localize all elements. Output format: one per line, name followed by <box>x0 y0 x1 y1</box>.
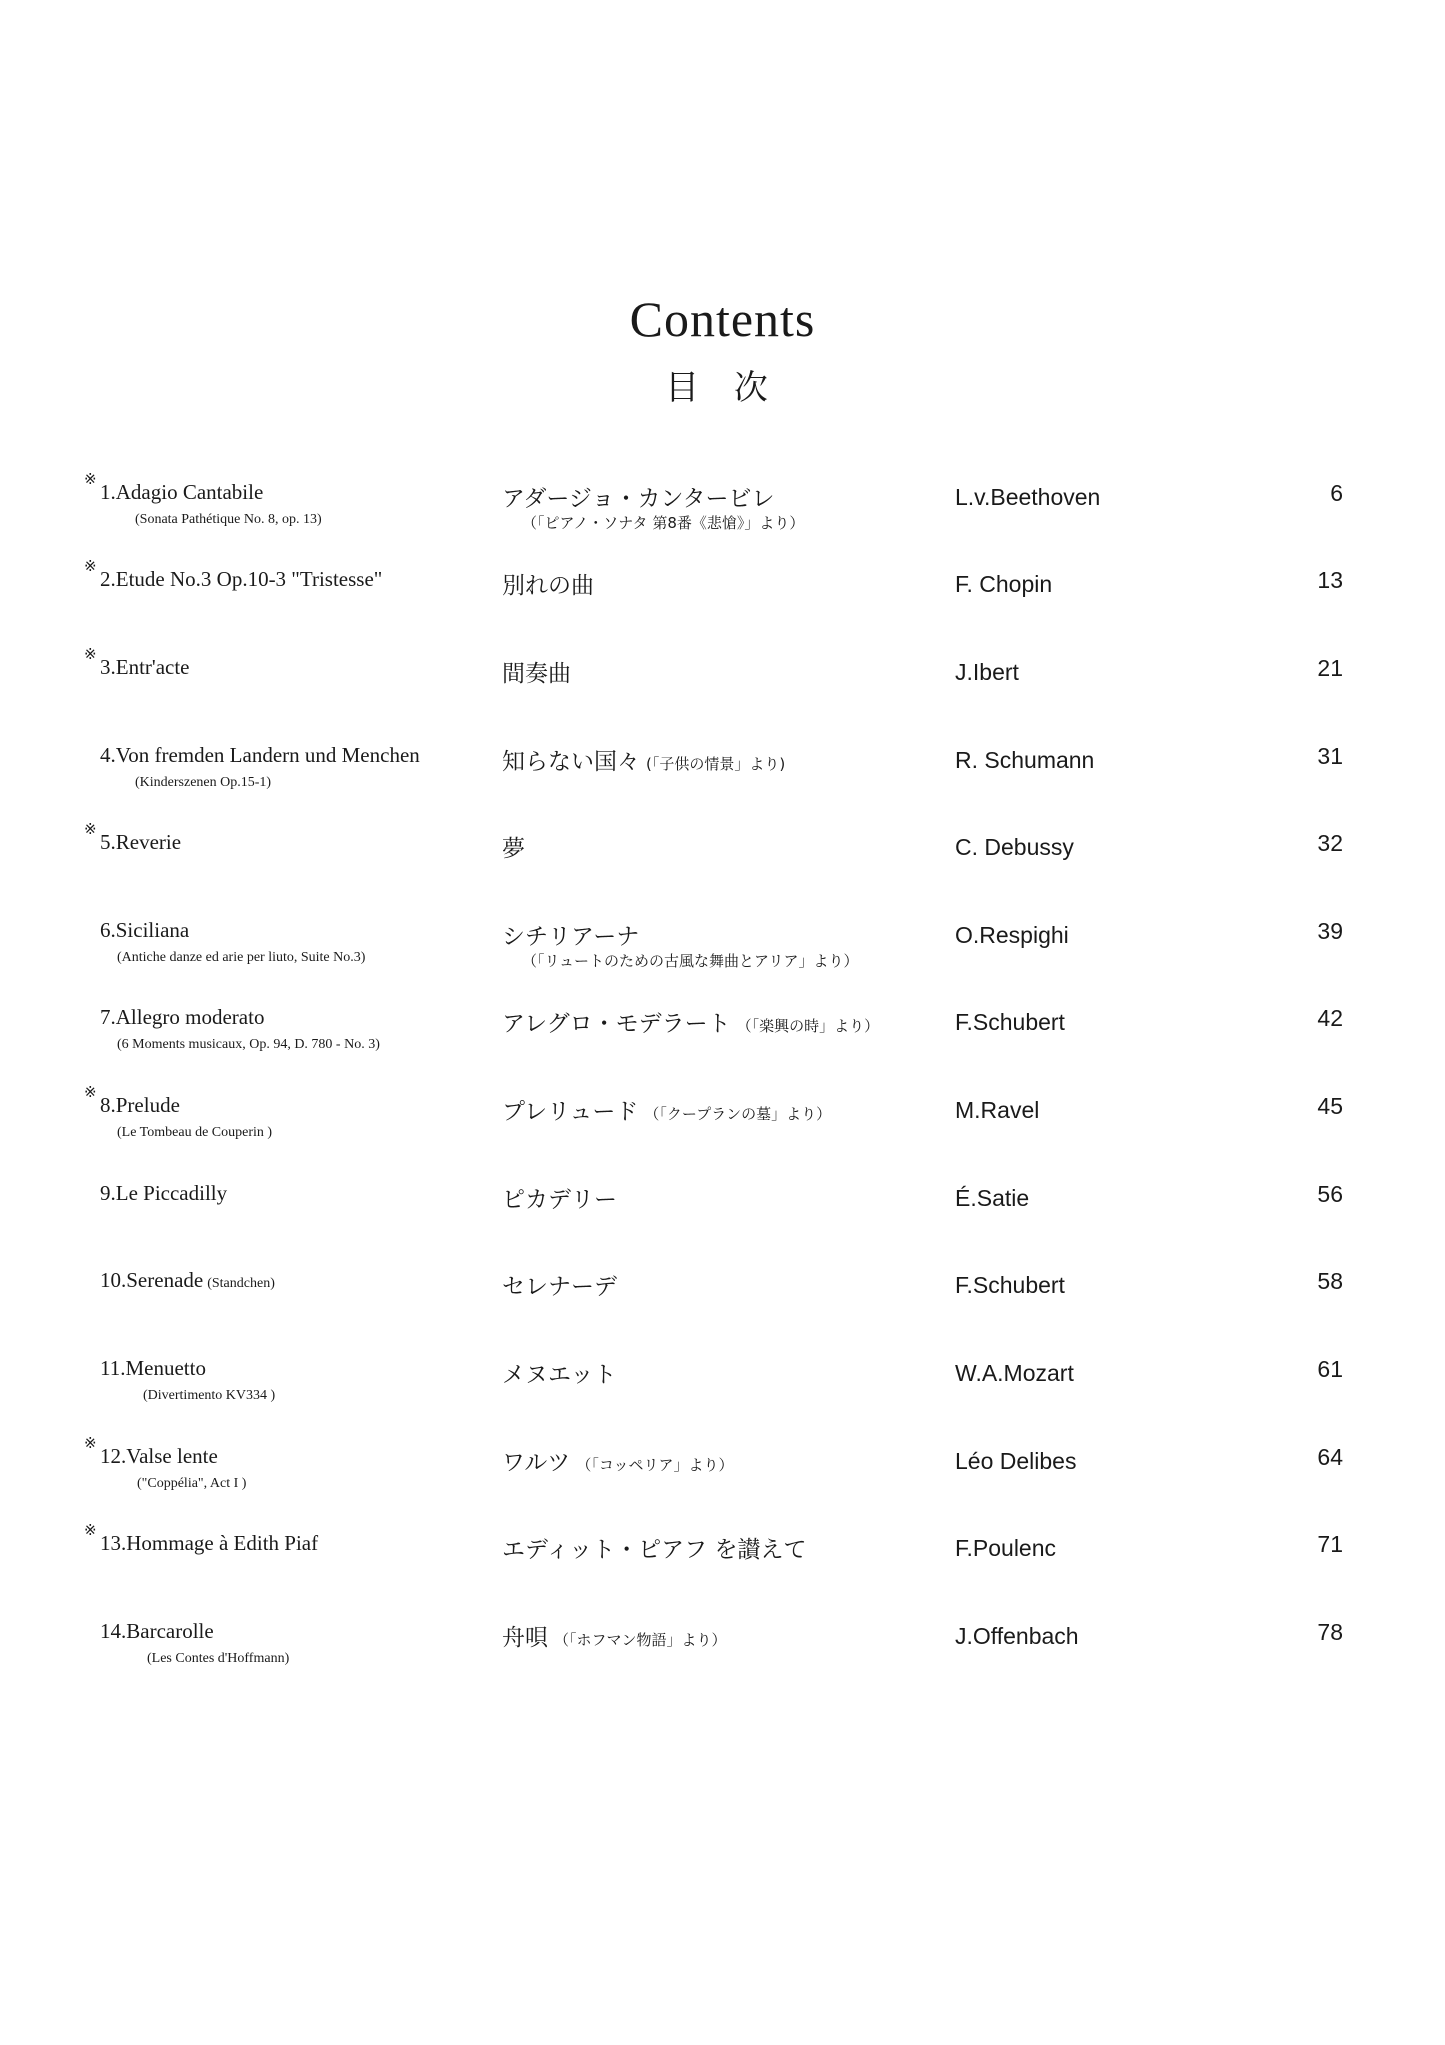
entry-composer: Léo Delibes <box>955 1448 1077 1474</box>
toc-entry <box>0 1083 1445 1173</box>
entry-subtitle-japanese: （「ピアノ・ソナタ 第8番《悲愴》」より） <box>522 514 805 532</box>
asterisk-mark: ※ <box>84 1434 97 1452</box>
entry-page-number: 58 <box>1317 1268 1343 1294</box>
asterisk-mark: ※ <box>84 470 97 488</box>
entry-page-number: 71 <box>1317 1531 1343 1557</box>
entry-page-number: 42 <box>1317 1005 1343 1031</box>
asterisk-mark: ※ <box>84 1083 97 1101</box>
entry-title-japanese-note: （「コッペリア」より） <box>576 1456 734 1474</box>
entry-composer: F.Schubert <box>955 1272 1065 1298</box>
entry-page-number: 56 <box>1317 1181 1343 1207</box>
entry-title-english: 4.Von fremden Landern und Menchen <box>100 743 420 767</box>
toc-entry <box>0 1181 1445 1261</box>
entry-page-number: 32 <box>1317 830 1343 856</box>
toc-entry <box>0 918 1445 998</box>
entry-subtitle-english: (Sonata Pathétique No. 8, op. 13) <box>135 512 322 527</box>
asterisk-mark: ※ <box>84 645 97 663</box>
entry-title-japanese: ピカデリー <box>502 1187 617 1213</box>
entry-title-japanese: 別れの曲 <box>502 573 594 599</box>
toc-entry <box>0 470 1445 560</box>
toc-entry <box>0 1356 1445 1436</box>
entry-title-english: 1.Adagio Cantabile <box>100 480 264 504</box>
entry-title-japanese-note: （「クープランの墓」より） <box>644 1105 832 1123</box>
entry-composer: F.Schubert <box>955 1009 1065 1035</box>
entry-title-english: 5.Reverie <box>100 830 182 854</box>
entry-page-number: 21 <box>1317 655 1343 681</box>
entry-page-number: 31 <box>1317 743 1343 769</box>
entry-subtitle-english: ("Coppélia", Act I ) <box>137 1476 247 1491</box>
entry-title-japanese-note: （「ホフマン物語」より） <box>554 1631 727 1649</box>
entry-composer: L.v.Beethoven <box>955 484 1101 510</box>
entry-composer: R. Schumann <box>955 747 1095 773</box>
entry-composer: F. Chopin <box>955 571 1053 597</box>
entry-composer: W.A.Mozart <box>955 1360 1074 1386</box>
entry-title-japanese: エディット・ピアフ を讃えて <box>502 1537 807 1563</box>
entry-title-japanese: プレリュード （「クープランの墓」より） <box>502 1099 832 1125</box>
entry-title-english: 14.Barcarolle <box>100 1619 214 1643</box>
entry-title-english: 2.Etude No.3 Op.10-3 "Tristesse" <box>100 567 383 591</box>
entry-title-english: 3.Entr'acte <box>100 655 190 679</box>
toc-entry <box>0 1268 1445 1348</box>
entry-title-japanese-note: （「楽興の時」より） <box>736 1017 880 1035</box>
entry-page-number: 45 <box>1317 1093 1343 1119</box>
toc-entry <box>0 1434 1445 1524</box>
entry-title-english: 10.Serenade (Standchen) <box>100 1268 275 1292</box>
toc-entry <box>0 557 1445 647</box>
entry-subtitle-english: (6 Moments musicaux, Op. 94, D. 780 - No. 3) <box>117 1037 380 1052</box>
asterisk-mark: ※ <box>84 820 97 838</box>
toc-entry <box>0 645 1445 735</box>
entry-page-number: 39 <box>1317 918 1343 944</box>
entry-composer: O.Respighi <box>955 922 1069 948</box>
entry-title-english: 8.Prelude <box>100 1093 180 1117</box>
entry-page-number: 61 <box>1317 1356 1343 1382</box>
entry-page-number: 64 <box>1317 1444 1343 1470</box>
asterisk-mark: ※ <box>84 1521 97 1539</box>
entry-title-japanese: 知らない国々 (「子供の情景」より) <box>502 749 786 775</box>
page-title: Contents <box>629 291 816 347</box>
toc-entry <box>0 1619 1445 1699</box>
entry-title-english-note: (Standchen) <box>207 1276 275 1291</box>
entry-subtitle-english: (Antiche danze ed arie per liuto, Suite No.3) <box>117 950 366 965</box>
entry-title-japanese: アダージョ・カンタービレ <box>502 486 775 512</box>
entry-title-japanese: シチリアーナ <box>502 924 640 950</box>
entry-title-japanese: メヌエット <box>502 1362 617 1388</box>
entry-page-number: 6 <box>1330 480 1343 506</box>
toc-entry <box>0 1005 1445 1085</box>
page-subtitle-japanese: 目 次 <box>665 368 780 408</box>
entry-composer: F.Poulenc <box>955 1535 1057 1561</box>
entry-title-english: 7.Allegro moderato <box>100 1005 265 1029</box>
entry-title-japanese: アレグロ・モデラート （「楽興の時」より） <box>502 1011 880 1037</box>
entry-title-english: 12.Valse lente <box>100 1444 218 1468</box>
entry-page-number: 13 <box>1317 567 1343 593</box>
entry-title-english: 9.Le Piccadilly <box>100 1181 228 1205</box>
entry-subtitle-english: (Divertimento KV334 ) <box>143 1388 276 1403</box>
entry-subtitle-english: (Le Tombeau de Couperin ) <box>117 1125 273 1140</box>
entry-subtitle-english: (Les Contes d'Hoffmann) <box>147 1651 290 1666</box>
toc-entry <box>0 820 1445 910</box>
entry-composer: J.Offenbach <box>955 1623 1079 1649</box>
entry-title-japanese: 間奏曲 <box>502 661 571 687</box>
entry-page-number: 78 <box>1317 1619 1343 1645</box>
entry-composer: É.Satie <box>955 1185 1030 1211</box>
toc-entry <box>0 743 1445 823</box>
entry-title-english: 11.Menuetto <box>100 1356 206 1380</box>
entry-composer: J.Ibert <box>955 659 1019 685</box>
entry-title-japanese: ワルツ （「コッペリア」より） <box>502 1450 734 1476</box>
entry-title-japanese: 舟唄 （「ホフマン物語」より） <box>502 1625 727 1651</box>
entry-title-english: 6.Siciliana <box>100 918 190 942</box>
entry-title-japanese: 夢 <box>502 836 525 862</box>
entry-title-japanese-note: (「子供の情景」より) <box>646 755 786 773</box>
entry-composer: C. Debussy <box>955 834 1074 860</box>
toc-entry <box>0 1521 1445 1611</box>
entry-composer: M.Ravel <box>955 1097 1040 1123</box>
entry-subtitle-japanese: （「リュートのための古風な舞曲とアリア」より） <box>522 952 859 970</box>
entry-title-japanese: セレナーデ <box>502 1274 617 1300</box>
asterisk-mark: ※ <box>84 557 97 575</box>
entry-subtitle-english: (Kinderszenen Op.15-1) <box>135 775 272 790</box>
entry-title-english: 13.Hommage à Edith Piaf <box>100 1531 319 1555</box>
